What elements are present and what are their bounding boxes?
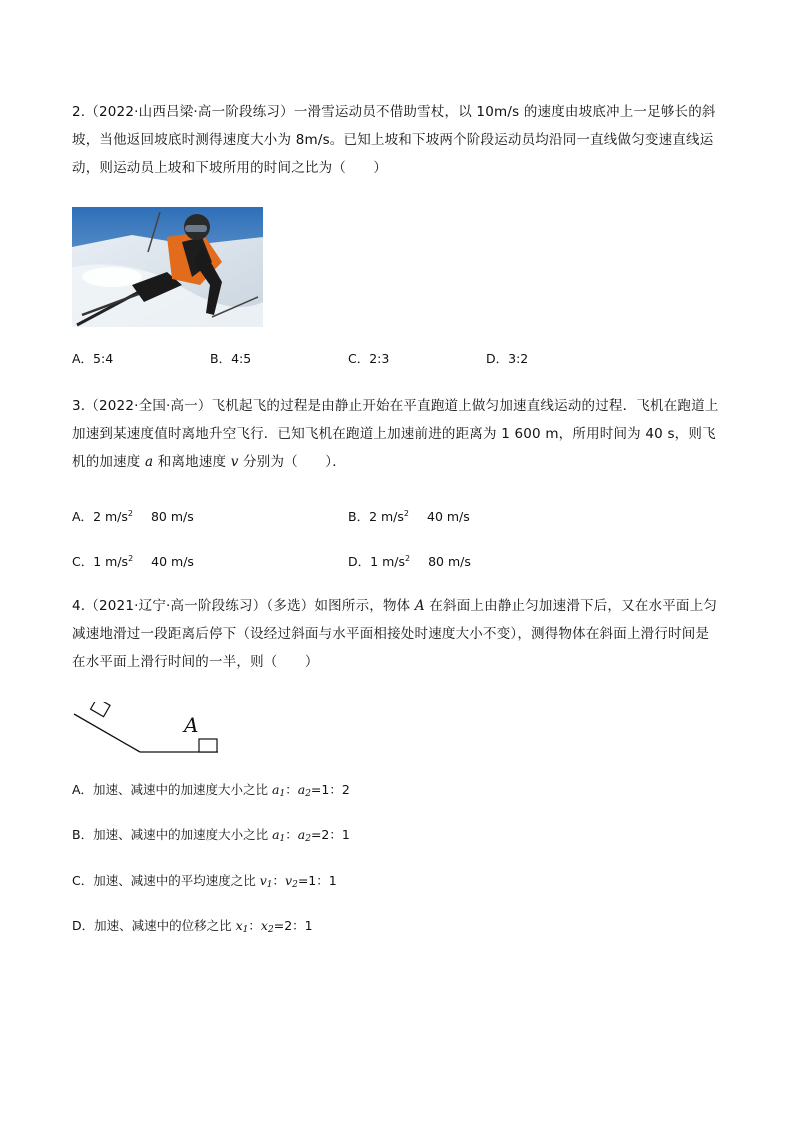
question-number: 4.: [72, 598, 86, 614]
skier-illustration: [72, 207, 263, 327]
subscript: 2: [305, 834, 311, 844]
subscript: 1: [266, 880, 273, 890]
var-a: a: [145, 454, 154, 470]
q4-option-a[interactable]: [72, 780, 350, 804]
option-label: C．: [72, 554, 94, 569]
question-4: [72, 592, 722, 676]
separator: ：: [248, 918, 261, 933]
q3-option-c[interactable]: [72, 549, 194, 572]
option-label: B．: [348, 509, 370, 524]
exponent: 2: [403, 509, 409, 518]
separator: ：: [285, 827, 298, 842]
question-stem: 一滑雪运动员不借助雪杖，以 10m/s 的速度由坡底冲上一足够长的斜坡，当他返回坡底时测得速度大小为 8m/s。已知上坡和下坡两个阶段运动员均沿同一直线做匀变速直线运动，则运动员上坡和下坡所用的时间之比为（ ）: [72, 104, 716, 176]
exponent: 2: [128, 554, 134, 563]
q3-option-d[interactable]: [348, 549, 471, 572]
ratio: =2：1: [273, 918, 313, 933]
option-acceleration: 2 m/s: [93, 509, 128, 524]
var-A: A: [414, 598, 425, 614]
var: x: [235, 918, 243, 933]
option-label: D．: [348, 554, 371, 569]
option-speed: 40 m/s: [427, 509, 470, 524]
question-stem: 如图所示，物体: [314, 598, 415, 614]
ratio: =1：2: [310, 782, 350, 797]
var-v: v: [230, 454, 239, 470]
separator: ：: [285, 782, 298, 797]
q2-option-b[interactable]: B．4:5: [210, 351, 252, 366]
option-text: C．加速、减速中的平均速度之比: [72, 873, 260, 888]
var: a: [297, 827, 306, 842]
option-acceleration: 1 m/s: [93, 554, 129, 569]
q4-option-b[interactable]: [72, 825, 350, 849]
q3-option-b[interactable]: [348, 504, 470, 527]
block-on-incline: [91, 702, 110, 717]
option-text: B．加速、减速中的加速度大小之比: [72, 827, 273, 842]
subscript: 1: [279, 789, 286, 799]
option-acceleration: 2 m/s: [369, 509, 404, 524]
var: v: [285, 873, 293, 888]
exponent: 2: [127, 509, 133, 518]
option-speed: 80 m/s: [150, 509, 194, 524]
option-text: A．加速、减速中的加速度大小之比: [72, 782, 273, 797]
q3-option-a[interactable]: [72, 504, 194, 527]
question-stem-3: 分别为（ ）．: [238, 454, 346, 470]
option-speed: 40 m/s: [151, 554, 194, 569]
question-number: 3.: [72, 398, 86, 414]
q4-option-d[interactable]: [72, 916, 313, 940]
question-stem: 飞机起飞的过程是由静止开始在平直跑道上做匀加速直线运动的过程．飞机在跑道上加速到某速度值时离地升空飞行．已知飞机在跑道上加速前进的距离为 1 600 m，所用时间为 40 s，则飞机的加速度: [72, 398, 719, 470]
q2-option-a[interactable]: A．5:4: [72, 351, 114, 366]
ratio: =2：1: [310, 827, 350, 842]
subscript: 2: [292, 880, 298, 890]
question-3: [72, 392, 722, 476]
var: a: [272, 827, 280, 842]
question-stem-2: 在斜面上由静止匀加速滑下后，又在水平面上匀减速地滑过一段距离后停下（设经过斜面与水平面相接处时速度大小不变），测得物体在斜面上滑行时间是在水平面上滑行时间的一半，则（ ）: [72, 598, 718, 670]
separator: ：: [272, 873, 286, 888]
var: v: [259, 873, 267, 888]
subscript: 2: [305, 789, 311, 799]
subscript: 2: [267, 925, 274, 935]
diagram-label-a: A: [184, 713, 199, 737]
var: a: [272, 782, 280, 797]
q2-option-c[interactable]: C．2:3: [348, 351, 390, 366]
option-acceleration: 1 m/s: [370, 554, 405, 569]
question-source: （2022·山西吕梁·高一阶段练习）: [85, 104, 294, 120]
var: x: [260, 918, 268, 933]
incline-diagram: [72, 702, 232, 758]
option-speed: 80 m/s: [428, 554, 471, 569]
ratio: =1：1: [297, 873, 337, 888]
q2-option-d[interactable]: D．3:2: [486, 351, 529, 366]
question-source: （2022·全国·高一）: [85, 398, 212, 414]
question-number: 2.: [72, 104, 86, 120]
block-on-ground: [199, 739, 217, 752]
q4-option-c[interactable]: [72, 871, 337, 895]
subscript: 1: [279, 834, 286, 844]
option-text: D．加速、减速中的位移之比: [72, 918, 236, 933]
skier-photo: [72, 207, 263, 327]
question-source: （2021·辽宁·高一阶段练习）（多选）: [85, 598, 315, 614]
question-stem-2: 和离地速度: [153, 454, 231, 470]
var: a: [297, 782, 306, 797]
exponent: 2: [404, 554, 411, 563]
question-2: [72, 98, 722, 182]
subscript: 1: [242, 925, 249, 935]
option-label: A．: [72, 509, 94, 524]
